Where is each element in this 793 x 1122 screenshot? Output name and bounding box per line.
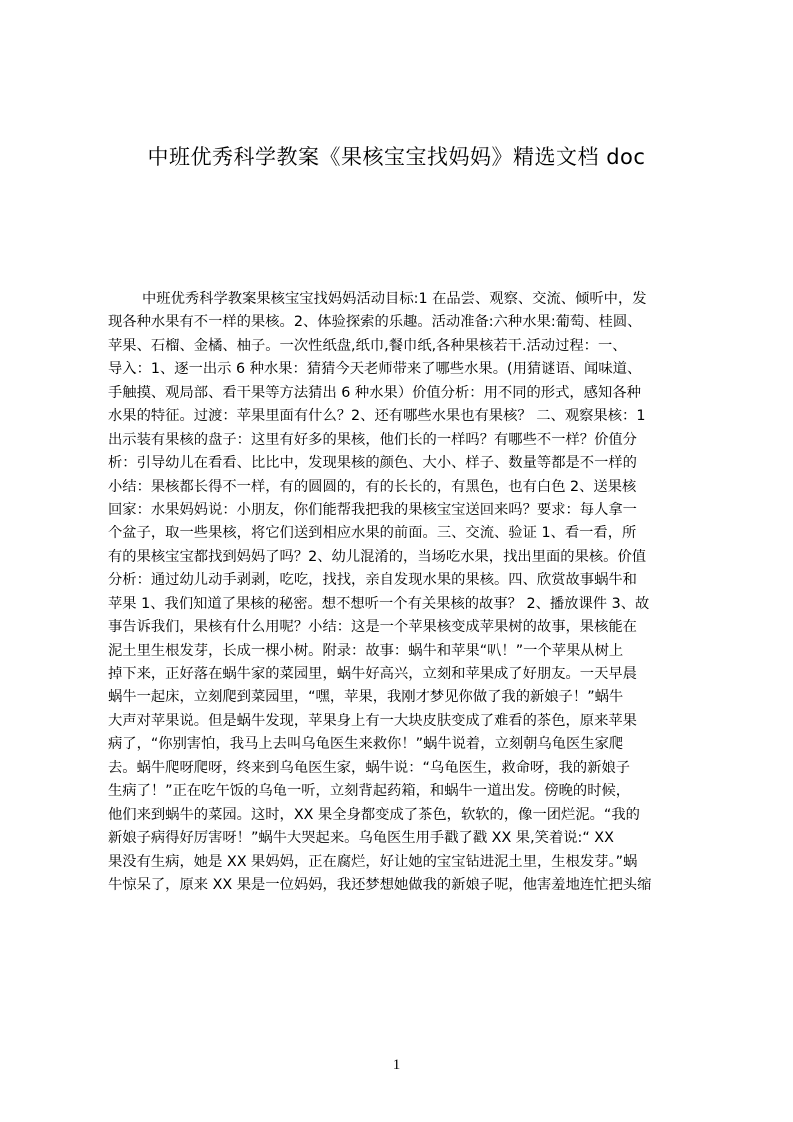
body-line: 个盆子，取一些果核，将它们送到相应水果的前面。三、交流、验证 1、看一看，所 [108, 525, 637, 542]
body-line: 果没有生病，她是 XX 果妈妈，正在腐烂，好让她的宝宝钻进泥土里，生根发芽。”蜗 [108, 853, 638, 870]
body-line: 事告诉我们，果核有什么用呢？小结：这是一个苹果核变成苹果树的故事，果核能在 [108, 619, 637, 636]
body-line: 病了，“你别害怕，我马上去叫乌龟医生来救你！”蜗牛说着，立刻朝乌龟医生家爬 [108, 736, 624, 753]
body-line: 分析：通过幼儿动手剥剥，吃吃，找找，亲自发现水果的果核。四、欣赏故事蜗牛和 [108, 572, 637, 589]
body-line: 新娘子病得好厉害呀！”蜗牛大哭起来。乌龟医生用手戳了戳 XX 果,笑着说:“ XX [108, 830, 614, 847]
body-line: 有的果核宝宝都找到妈妈了吗？2、幼儿混淆的，当场吃水果，找出里面的果核。价值 [108, 548, 647, 565]
body-line: 导入：1、逐一出示 6 种水果：猜猜今天老师带来了哪些水果。(用猜谜语、闻味道、 [108, 361, 642, 378]
body-line: 掉下来，正好落在蜗牛家的菜园里，蜗牛好高兴，立刻和苹果成了好朋友。一天早晨 [108, 666, 637, 682]
body-line: 苹果 1、我们知道了果核的秘密。想不想听一个有关果核的故事？ 2、播放课件 3、故 [108, 595, 650, 612]
body-line: 泥土里生根发芽，长成一棵小树。附录：故事：蜗牛和苹果“叭！”一个苹果从树上 [108, 642, 624, 659]
body-line: 现各种水果有不一样的果核。2、体验探索的乐趣。活动准备:六种水果:葡萄、桂圆、 [108, 314, 642, 331]
body-line: 出示装有果核的盘子：这里有好多的果核，他们长的一样吗？有哪些不一样？价值分 [108, 431, 637, 448]
body-line: 析：引导幼儿在看看、比比中，发现果核的颜色、大小、样子、数量等都是不一样的 [108, 455, 637, 472]
body-line: 中班优秀科学教案果核宝宝找妈妈活动目标:1 在品尝、观察、交流、倾听中，发 [142, 291, 647, 307]
body-line: 苹果、石榴、金橘、柚子。一次性纸盘,纸巾,餐巾纸,各种果核若干.活动过程：一、 [108, 337, 627, 354]
body-line: 蜗牛一起床，立刻爬到菜园里，“嘿，苹果，我刚才梦见你做了我的新娘子！”蜗牛 [108, 689, 624, 706]
document-body [108, 288, 698, 897]
body-line: 小结：果核都长得不一样，有的圆圆的，有的长长的，有黑色，也有白色 2、送果核 [108, 478, 637, 495]
body-line: 生病了！”正在吃午饭的乌龟一听，立刻背起药箱，和蜗牛一道出发。傍晚的时候， [108, 783, 631, 800]
document-title: 中班优秀科学教案《果核宝宝找妈妈》精选文档 doc [147, 145, 646, 169]
body-line: 回家：水果妈妈说：小朋友，你们能帮我把我的果核宝宝送回来吗？要求：每人拿一 [108, 501, 637, 518]
body-line: 牛惊呆了，原来 XX 果是一位妈妈，我还梦想她做我的新娘子呢，他害羞地连忙把头缩 [108, 876, 652, 893]
body-line: 手触摸、观局部、看干果等方法猜出 6 种水果）价值分析：用不同的形式，感知各种 [108, 384, 641, 401]
body-line: 大声对苹果说。但是蜗牛发现，苹果身上有一大块皮肤变成了难看的茶色，原来苹果 [108, 712, 637, 729]
body-line: 去。蜗牛爬呀爬呀，终来到乌龟医生家，蜗牛说：“乌龟医生，救命呀，我的新娘子 [108, 759, 631, 776]
page-number: 1 [392, 1057, 401, 1073]
body-line: 水果的特征。过渡：苹果里面有什么？2、还有哪些水果也有果核？ 二、观察果核：1 [108, 408, 646, 425]
body-line: 他们来到蜗牛的菜园。这时，XX 果全身都变成了茶色，软软的，像一团烂泥。“我的 [108, 806, 640, 823]
